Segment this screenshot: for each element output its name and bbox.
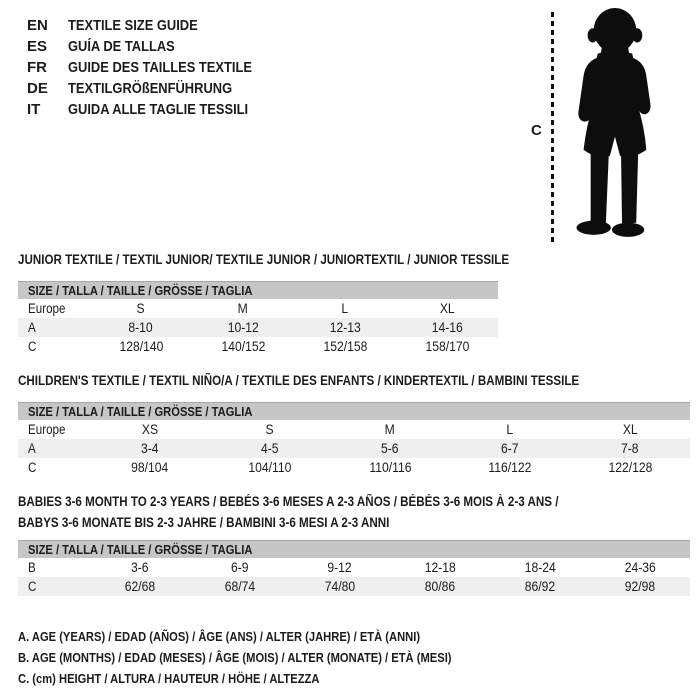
size-value: XS	[141, 422, 159, 437]
table-row-age	[18, 318, 498, 337]
height-value: 92/98	[624, 579, 656, 594]
babies-section-title-line2: BABYS 3-6 MONATE BIS 2-3 JAHRE / BAMBINI 3-6 MESI A 2-3 ANNI	[18, 515, 390, 530]
table-row-months	[18, 558, 690, 577]
language-code: ES	[27, 38, 48, 55]
table-row-height	[18, 458, 690, 477]
height-value: 68/74	[224, 579, 256, 594]
height-value: 128/140	[119, 339, 163, 354]
children-section-title	[18, 372, 671, 389]
height-value: 140/152	[221, 339, 265, 354]
row-label: A	[28, 441, 36, 456]
language-code: FR	[27, 59, 47, 76]
language-row-it	[27, 99, 282, 120]
size-value: L	[341, 301, 349, 316]
row-label: Europe	[28, 301, 66, 316]
row-label: A	[28, 320, 36, 335]
language-row-de	[27, 78, 282, 99]
table-row-height	[18, 577, 690, 596]
language-code: IT	[27, 101, 41, 118]
age-value: 5-6	[381, 441, 399, 456]
babies-section-title-line1: BABIES 3-6 MONTH TO 2-3 YEARS / BEBÉS 3-6 MESES A 2-3 AÑOS / BÉBÉS 3-6 MOIS À 2-3 ANS /	[18, 494, 559, 509]
language-label: GUIDA ALLE TAGLIE TESSILI	[68, 101, 249, 118]
months-value: 12-18	[424, 560, 456, 575]
size-value: S	[136, 301, 146, 316]
babies-section-title	[18, 491, 646, 533]
toddler-silhouette-image	[562, 5, 676, 248]
months-value: 9-12	[327, 560, 353, 575]
size-value: XL	[439, 301, 455, 316]
height-value: 104/110	[248, 460, 292, 475]
height-value: 80/86	[424, 579, 456, 594]
row-label: B	[28, 560, 36, 575]
table-row-age	[18, 439, 690, 458]
months-value: 6-9	[231, 560, 249, 575]
height-value: 98/104	[131, 460, 169, 475]
height-value: 152/158	[323, 339, 367, 354]
height-value: 116/122	[488, 460, 532, 475]
age-value: 3-4	[141, 441, 159, 456]
height-value: 122/128	[608, 460, 652, 475]
age-value: 7-8	[621, 441, 639, 456]
language-label: GUÍA DE TALLAS	[68, 38, 175, 55]
row-label: C	[28, 339, 37, 354]
age-value: 6-7	[501, 441, 519, 456]
row-label: C	[28, 460, 37, 475]
language-label: TEXTILGRÖßENFÜHRUNG	[68, 80, 233, 97]
language-code: EN	[27, 17, 48, 34]
children-size-table	[18, 402, 690, 477]
children-section-title-text: CHILDREN'S TEXTILE / TEXTIL NIÑO/A / TEXTILE DES ENFANTS / KINDERTEXTIL / BAMBINI TESSILE	[18, 373, 580, 388]
height-value: 158/170	[425, 339, 469, 354]
months-value: 3-6	[131, 560, 149, 575]
size-value: L	[506, 422, 514, 437]
junior-size-table	[18, 281, 498, 356]
age-value: 14-16	[431, 320, 463, 335]
size-header-text: SIZE / TALLA / TAILLE / GRÖSSE / TAGLIA	[28, 404, 253, 419]
size-header-band	[18, 540, 690, 558]
age-value: 8-10	[128, 320, 154, 335]
footnote-c: C. (cm) HEIGHT / ALTURA / HAUTEUR / HÖHE / ALTEZZA	[18, 671, 320, 686]
footnote-b: B. AGE (MONTHS) / EDAD (MESES) / ÂGE (MOIS) / ALTER (MONATE) / ETÀ (MESI)	[18, 650, 452, 665]
junior-section-title	[18, 251, 589, 268]
age-value: 12-13	[329, 320, 361, 335]
babies-size-table	[18, 540, 690, 596]
language-row-fr	[27, 57, 282, 78]
footnote-legend	[18, 626, 522, 689]
row-label: C	[28, 579, 37, 594]
footnote-a: A. AGE (YEARS) / EDAD (AÑOS) / ÂGE (ANS) / ALTER (JAHRE) / ETÀ (ANNI)	[18, 629, 421, 644]
height-measure-dashed-line	[551, 12, 554, 242]
age-value: 4-5	[261, 441, 279, 456]
height-value: 110/116	[368, 460, 412, 475]
language-label: TEXTILE SIZE GUIDE	[68, 17, 198, 34]
language-row-es	[27, 36, 282, 57]
size-value: M	[237, 301, 249, 316]
language-row-en	[27, 15, 282, 36]
table-row-europe	[18, 299, 498, 318]
table-row-height	[18, 337, 498, 356]
height-measure-label: C	[531, 122, 542, 139]
size-header-text: SIZE / TALLA / TAILLE / GRÖSSE / TAGLIA	[28, 283, 253, 298]
size-header-band	[18, 281, 498, 299]
junior-section-title-text: JUNIOR TEXTILE / TEXTIL JUNIOR/ TEXTILE JUNIOR / JUNIORTEXTIL / JUNIOR TESSILE	[18, 252, 510, 267]
language-label: GUIDE DES TAILLES TEXTILE	[68, 59, 252, 76]
months-value: 18-24	[524, 560, 556, 575]
language-legend	[27, 15, 282, 120]
language-code: DE	[27, 80, 48, 97]
size-header-text: SIZE / TALLA / TAILLE / GRÖSSE / TAGLIA	[28, 542, 253, 557]
size-value: XL	[622, 422, 638, 437]
months-value: 24-36	[624, 560, 656, 575]
height-value: 86/92	[524, 579, 556, 594]
row-label: Europe	[28, 422, 66, 437]
age-value: 10-12	[227, 320, 259, 335]
size-value: S	[265, 422, 275, 437]
table-row-europe	[18, 420, 690, 439]
height-value: 62/68	[124, 579, 156, 594]
size-value: M	[384, 422, 396, 437]
height-value: 74/80	[324, 579, 356, 594]
size-header-band	[18, 402, 690, 420]
